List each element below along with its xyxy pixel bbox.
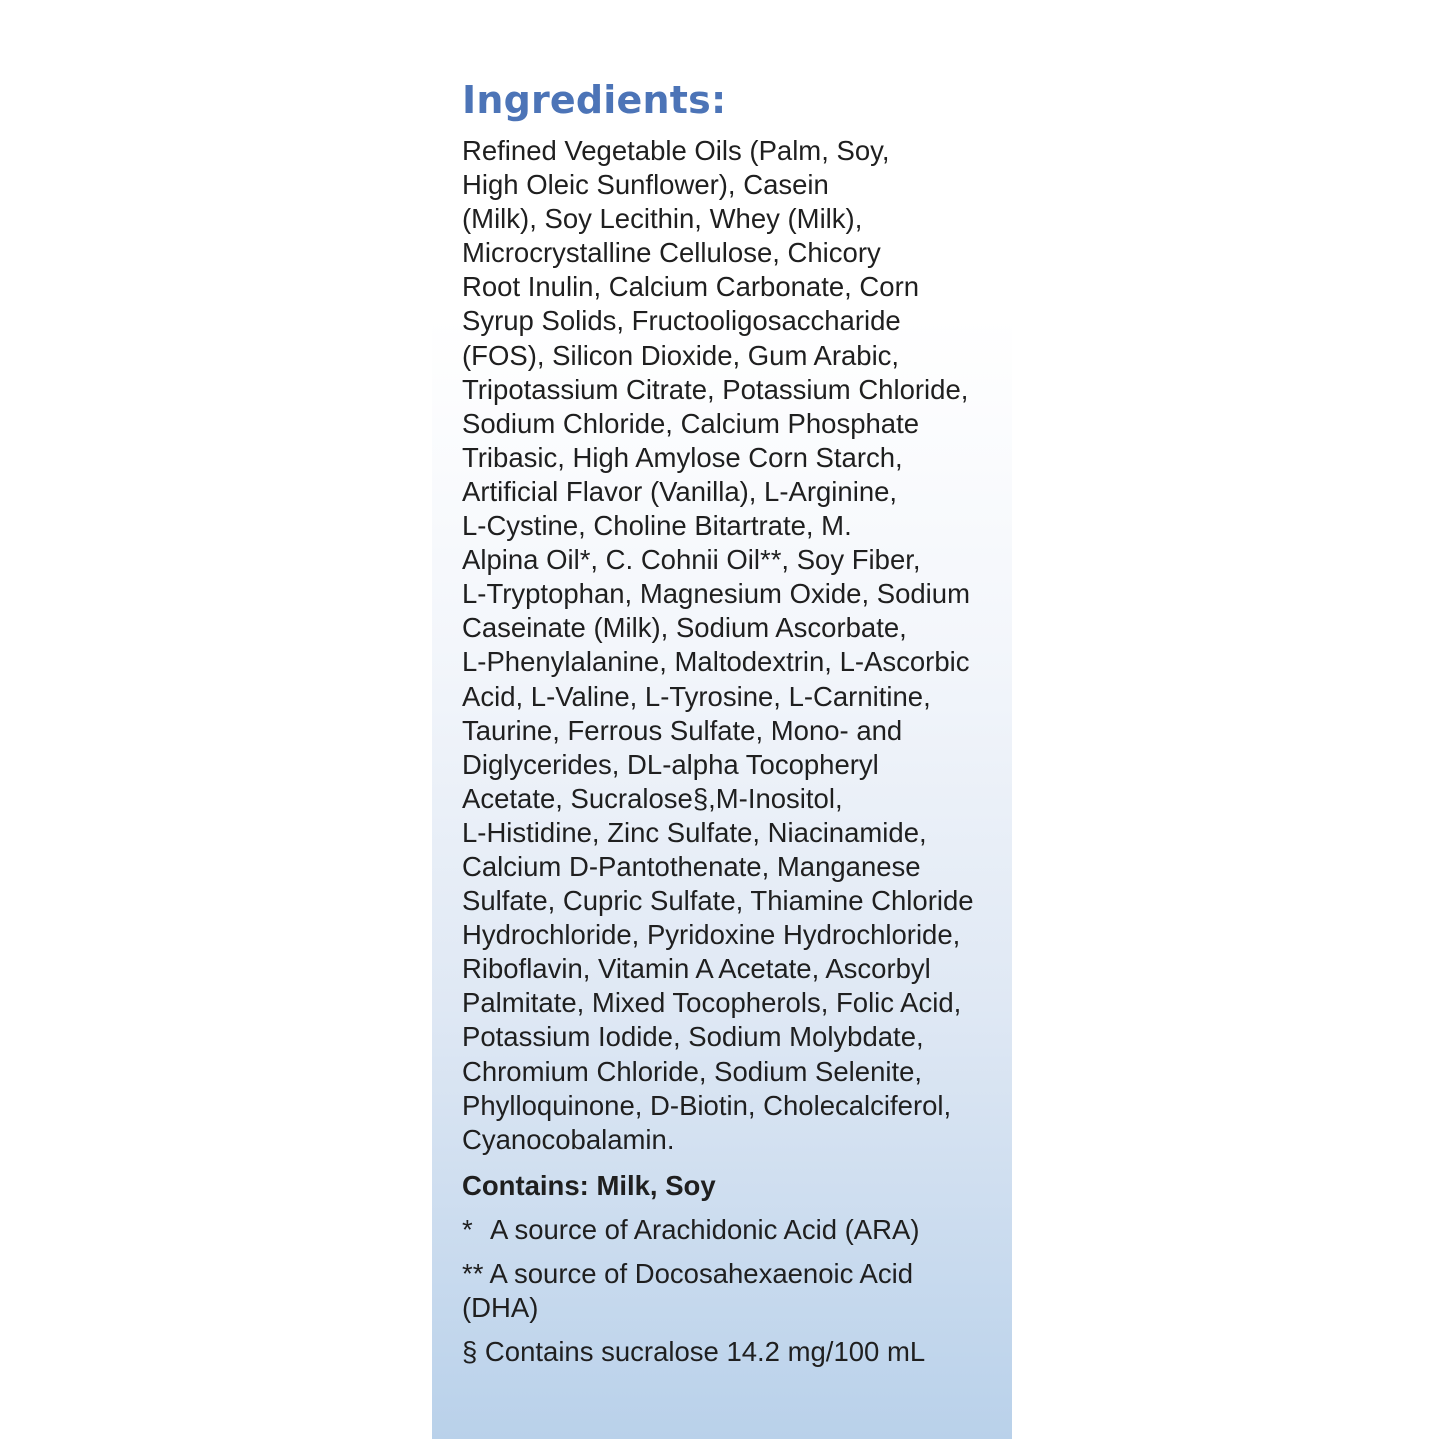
footnote-text: (DHA) xyxy=(462,1291,539,1323)
ingredients-line: Taurine, Ferrous Sulfate, Mono- and xyxy=(462,714,903,746)
ingredients-line: Microcrystalline Cellulose, Chicory xyxy=(462,237,881,269)
ingredients-list xyxy=(462,134,1002,1157)
ingredients-line: Calcium D-Pantothenate, Manganese xyxy=(462,850,921,882)
allergen-statement: Contains: Milk, Soy xyxy=(462,1169,716,1201)
ingredients-line: Caseinate (Milk), Sodium Ascorbate, xyxy=(462,612,907,644)
footnote-symbol: * xyxy=(462,1213,473,1245)
footnote-ara xyxy=(462,1213,1002,1247)
footnote-text: ** A source of Docosahexaenoic Acid xyxy=(462,1257,913,1289)
ingredients-line: (Milk), Soy Lecithin, Whey (Milk), xyxy=(462,203,863,235)
footnote-text: A source of Arachidonic Acid (ARA) xyxy=(490,1213,920,1245)
ingredients-line: Refined Vegetable Oils (Palm, Soy, xyxy=(462,135,890,166)
ingredients-line: Cyanocobalamin. xyxy=(462,1123,675,1155)
ingredients-line: L-Cystine, Choline Bitartrate, M. xyxy=(462,510,852,542)
footnote-dha xyxy=(462,1257,1002,1325)
ingredients-line: Potassium Iodide, Sodium Molybdate, xyxy=(462,1021,924,1053)
ingredients-line: Alpina Oil*, C. Cohnii Oil**, Soy Fiber, xyxy=(462,544,921,576)
ingredients-line: Riboflavin, Vitamin A Acetate, Ascorbyl xyxy=(462,953,931,985)
ingredients-line: Phylloquinone, D-Biotin, Cholecalciferol, xyxy=(462,1089,952,1121)
ingredients-line: L-Histidine, Zinc Sulfate, Niacinamide, xyxy=(462,816,927,848)
ingredients-line: Root Inulin, Calcium Carbonate, Corn xyxy=(462,271,920,303)
ingredients-line: Syrup Solids, Fructooligosaccharide xyxy=(462,305,901,337)
ingredients-line: Artificial Flavor (Vanilla), L-Arginine, xyxy=(462,475,898,507)
ingredients-line: Chromium Chloride, Sodium Selenite, xyxy=(462,1055,923,1087)
ingredients-line: Tripotassium Citrate, Potassium Chloride, xyxy=(462,373,969,405)
ingredients-line: Tribasic, High Amylose Corn Starch, xyxy=(462,441,903,473)
ingredients-line: Sodium Chloride, Calcium Phosphate xyxy=(462,407,920,439)
ingredients-line: Acetate, Sucralose§,M-Inositol, xyxy=(462,782,843,814)
ingredients-line: Acid, L-Valine, L-Tyrosine, L-Carnitine, xyxy=(462,680,931,712)
footnote-sucralose: § Contains sucralose 14.2 mg/100 mL xyxy=(462,1335,926,1367)
ingredients-line: Hydrochloride, Pyridoxine Hydrochloride, xyxy=(462,919,961,951)
ingredients-section xyxy=(462,78,1002,1369)
ingredients-title: Ingredients: xyxy=(462,78,727,122)
ingredients-line: (FOS), Silicon Dioxide, Gum Arabic, xyxy=(462,339,900,371)
ingredients-line: Diglycerides, DL-alpha Tocopheryl xyxy=(462,748,879,780)
ingredients-line: L-Tryptophan, Magnesium Oxide, Sodium xyxy=(462,578,970,610)
ingredients-line: Palmitate, Mixed Tocopherols, Folic Acid, xyxy=(462,987,962,1019)
ingredients-line: Sulfate, Cupric Sulfate, Thiamine Chloride xyxy=(462,885,974,917)
ingredients-line: L-Phenylalanine, Maltodextrin, L-Ascorbic xyxy=(462,646,970,678)
ingredients-line: High Oleic Sunflower), Casein xyxy=(462,169,829,201)
